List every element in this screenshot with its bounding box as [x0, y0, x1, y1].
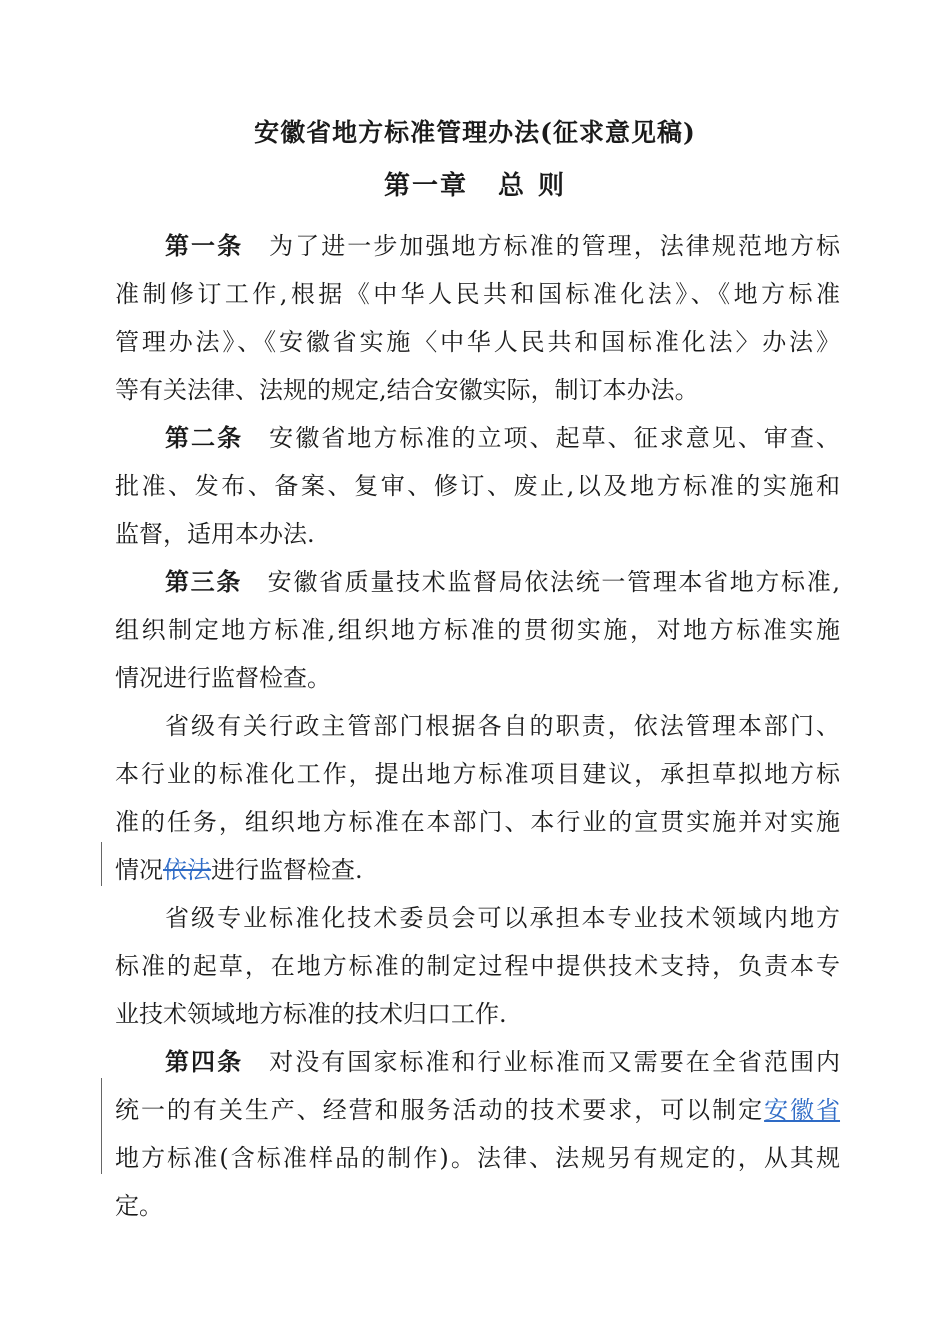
article-1-line-2: 准制修订工作,根据《中华人民共和国标准化法》、《地方标准 [115, 280, 840, 308]
article-4-line-3: 地方标准(含标准样品的制作)。法律、法规另有规定的，从其规 [115, 1144, 840, 1172]
article-3-line-1 [165, 558, 840, 606]
article-2-text: 安徽省地方标准的立项、起草、征求意见、审查、 [267, 424, 841, 452]
article-1-label: 第一条 [165, 231, 244, 260]
article-2-line-2: 批准、发布、备案、复审、修订、废止,以及地方标准的实施和 [115, 472, 840, 500]
paragraph-committee-line-2: 标准的起草，在地方标准的制定过程中提供技术支持，负责本专 [115, 952, 840, 980]
paragraph-departments-line-4 [115, 846, 840, 894]
article-3-text: 安徽省质量技术监督局依法统一管理本省地方标准, [266, 568, 840, 596]
article-1-line-4: 等有关法律、法规的规定,结合安徽实际，制订本办法。 [115, 376, 699, 404]
change-bar [101, 842, 102, 886]
document-title: 安徽省地方标准管理办法(征求意见稿) [254, 118, 696, 147]
chapter-name-second: 则 [538, 171, 567, 201]
inserted-text: 安徽省 [764, 1096, 841, 1124]
change-bar [101, 1078, 102, 1174]
article-4-label: 第四条 [165, 1047, 244, 1076]
paragraph-departments-line-2: 本行业的标准化工作，提出地方标准项目建议，承担草拟地方标 [115, 760, 840, 788]
paragraph-committee-line-1: 省级专业标准化技术委员会可以承担本专业技术领域内地方 [165, 904, 840, 932]
article-4-line-4: 定。 [115, 1192, 163, 1220]
chapter-name-first: 总 [497, 171, 526, 201]
article-4-text: 对没有国家标准和行业标准而又需要在全省范围内 [267, 1048, 841, 1076]
text-after-deletion: 进行监督检查. [211, 856, 363, 884]
article-3-line-2: 组织制定地方标准,组织地方标准的贯彻实施，对地方标准实施 [115, 616, 840, 644]
article-1-line-1 [165, 222, 840, 270]
text-before-deletion: 情况 [115, 856, 163, 884]
article-3-label: 第三条 [165, 567, 243, 596]
article-1-line-3: 管理办法》、《安徽省实施〈中华人民共和国标准化法〉办法》 [115, 328, 840, 356]
article-3-line-3: 情况进行监督检查。 [115, 664, 331, 692]
article-4-line-2 [115, 1086, 840, 1134]
chapter-title [0, 165, 950, 202]
article-2-line-1 [165, 414, 840, 462]
paragraph-departments-line-1: 省级有关行政主管部门根据各自的职责，依法管理本部门、 [165, 712, 840, 740]
deleted-text: 依法 [163, 856, 211, 884]
text-before-insertion: 统一的有关生产、经营和服务活动的技术要求，可以制定 [115, 1096, 765, 1124]
paragraph-departments-line-3: 准的任务，组织地方标准在本部门、本行业的宣贯实施并对实施 [115, 808, 840, 836]
chapter-number: 第一章 [383, 171, 468, 201]
article-4-line-1 [165, 1038, 840, 1086]
article-1-text: 为了进一步加强地方标准的管理，法律规范地方标 [267, 232, 841, 260]
paragraph-committee-line-3: 业技术领域地方标准的技术归口工作. [115, 1000, 507, 1028]
article-2-label: 第二条 [165, 423, 244, 452]
article-2-line-3: 监督，适用本办法. [115, 520, 315, 548]
